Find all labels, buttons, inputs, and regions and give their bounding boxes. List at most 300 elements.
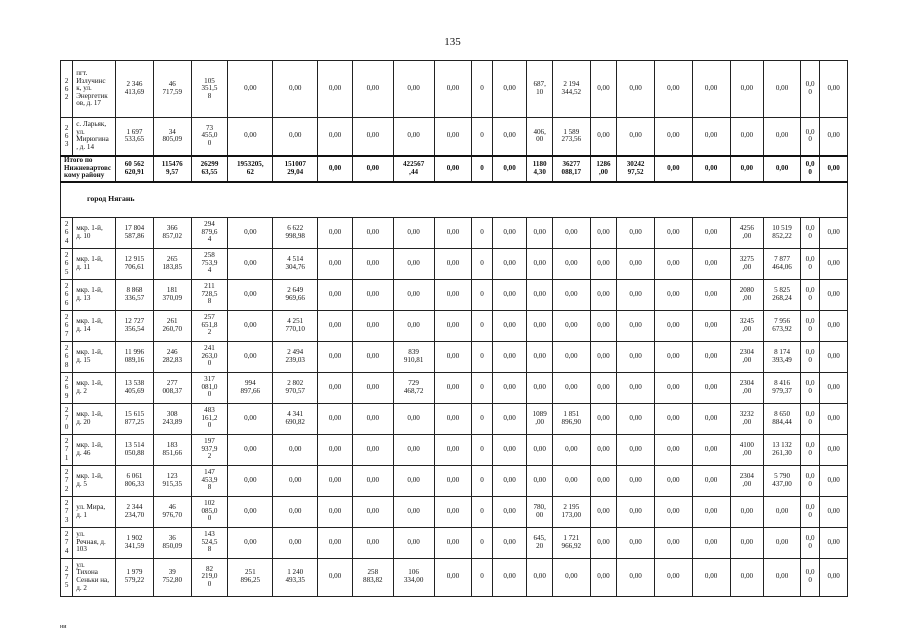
value-cell: 0,0 0 <box>800 248 819 279</box>
value-cell: 0 <box>472 496 492 527</box>
value-cell: 0,00 <box>590 217 617 248</box>
value-cell: 147 453,9 8 <box>191 465 228 496</box>
value-cell: 106 334,00 <box>393 558 434 596</box>
value-cell: 0,00 <box>434 527 472 558</box>
value-cell: 0,00 <box>228 217 273 248</box>
value-cell: 0,00 <box>820 403 848 434</box>
value-cell: 0,00 <box>654 434 692 465</box>
value-cell: 0,00 <box>730 496 764 527</box>
total-value: 1286 ,00 <box>590 156 617 182</box>
value-cell: 0,00 <box>654 217 692 248</box>
value-cell: 0,00 <box>393 434 434 465</box>
value-cell: 1 979 579,22 <box>116 558 154 596</box>
row-index: 2 7 3 <box>61 496 73 527</box>
row-index: 2 7 0 <box>61 403 73 434</box>
value-cell: 0,00 <box>228 403 273 434</box>
value-cell: 0,00 <box>527 217 553 248</box>
table-row <box>61 61 848 118</box>
value-cell: 0 <box>472 341 492 372</box>
value-cell: 6 622 998,98 <box>273 217 318 248</box>
address-cell: мкр. 1-й, д. 13 <box>73 279 116 310</box>
value-cell: 0,00 <box>352 372 393 403</box>
total-value: 0,00 <box>764 156 801 182</box>
value-cell: 0,00 <box>393 61 434 118</box>
value-cell: 0,00 <box>617 527 655 558</box>
table-row <box>61 527 848 558</box>
value-cell: 0,0 0 <box>800 279 819 310</box>
value-cell: 0,00 <box>492 558 527 596</box>
value-cell: 0 <box>472 527 492 558</box>
value-cell: 0,00 <box>590 465 617 496</box>
value-cell: 258 753,9 4 <box>191 248 228 279</box>
value-cell: 0,00 <box>228 496 273 527</box>
value-cell: 0,00 <box>492 248 527 279</box>
value-cell: 0,00 <box>654 279 692 310</box>
value-cell: 7 877 464,06 <box>764 248 801 279</box>
value-cell: 2 194 344,52 <box>552 61 590 118</box>
value-cell: 0 <box>472 372 492 403</box>
value-cell: 8 174 393,49 <box>764 341 801 372</box>
value-cell: 0,00 <box>492 341 527 372</box>
value-cell: 0,00 <box>352 434 393 465</box>
table-row <box>61 372 848 403</box>
value-cell: 0 <box>472 279 492 310</box>
value-cell: 0,00 <box>393 217 434 248</box>
value-cell: 258 883,82 <box>352 558 393 596</box>
value-cell: 0,00 <box>590 279 617 310</box>
value-cell: 1 902 341,59 <box>116 527 154 558</box>
value-cell: 0,00 <box>654 248 692 279</box>
value-cell: 0,00 <box>434 248 472 279</box>
table-row <box>61 341 848 372</box>
value-cell: 261 260,70 <box>153 310 191 341</box>
value-cell: 73 455,0 0 <box>191 118 228 156</box>
value-cell: 0,00 <box>318 496 353 527</box>
value-cell: 0,00 <box>492 434 527 465</box>
value-cell: 0,00 <box>617 310 655 341</box>
value-cell: 406, 00 <box>527 118 553 156</box>
value-cell: 0,00 <box>590 248 617 279</box>
value-cell: 0,00 <box>617 248 655 279</box>
value-cell: 0,0 0 <box>800 403 819 434</box>
value-cell: 0 <box>472 118 492 156</box>
value-cell: 0,00 <box>393 310 434 341</box>
value-cell: 0,00 <box>692 527 730 558</box>
value-cell: 780, 00 <box>527 496 553 527</box>
address-cell: ул. Тихона Сеньки на, д. 2 <box>73 558 116 596</box>
address-cell: мкр. 1-й, д. 14 <box>73 310 116 341</box>
value-cell: 0 <box>472 248 492 279</box>
value-cell: 0,00 <box>434 465 472 496</box>
value-cell: 0,00 <box>318 61 353 118</box>
value-cell: 241 263,0 0 <box>191 341 228 372</box>
value-cell: 0,00 <box>492 279 527 310</box>
value-cell: 0,00 <box>692 434 730 465</box>
address-cell: мкр. 1-й, д. 15 <box>73 341 116 372</box>
value-cell: 729 468,72 <box>393 372 434 403</box>
value-cell: 483 161,2 0 <box>191 403 228 434</box>
value-cell: 0 <box>472 558 492 596</box>
value-cell: 0,00 <box>434 341 472 372</box>
table-row <box>61 496 848 527</box>
value-cell: 0,0 0 <box>800 310 819 341</box>
value-cell: 0,00 <box>590 434 617 465</box>
value-cell: 2 494 239,03 <box>273 341 318 372</box>
value-cell: 0,00 <box>654 310 692 341</box>
row-index: 2 6 3 <box>61 118 73 156</box>
value-cell: 839 910,81 <box>393 341 434 372</box>
total-value: 0,00 <box>654 156 692 182</box>
city-section-row <box>61 182 848 218</box>
value-cell: 0,00 <box>228 527 273 558</box>
value-cell: 0,00 <box>820 61 848 118</box>
value-cell: 0,00 <box>492 118 527 156</box>
value-cell: 0,00 <box>820 558 848 596</box>
value-cell: 0,00 <box>730 118 764 156</box>
value-cell: 0,00 <box>820 527 848 558</box>
total-value: 0,00 <box>352 156 393 182</box>
value-cell: 0,00 <box>318 118 353 156</box>
value-cell: 0,00 <box>393 248 434 279</box>
value-cell: 0,00 <box>393 465 434 496</box>
value-cell: 46 976,70 <box>153 496 191 527</box>
value-cell: 0,00 <box>318 217 353 248</box>
total-value: 0,0 0 <box>800 156 819 182</box>
value-cell: 0,00 <box>692 403 730 434</box>
address-cell: мкр. 1-й, д. 20 <box>73 403 116 434</box>
value-cell: 2 649 969,66 <box>273 279 318 310</box>
value-cell: 0,00 <box>393 496 434 527</box>
total-value: 36277 088,17 <box>552 156 590 182</box>
address-cell: мкр. 1-й, д. 2 <box>73 372 116 403</box>
value-cell: 0 <box>472 465 492 496</box>
value-cell: 8 650 884,44 <box>764 403 801 434</box>
value-cell: 0,00 <box>352 118 393 156</box>
value-cell: 4 341 690,82 <box>273 403 318 434</box>
value-cell: 6 061 806,33 <box>116 465 154 496</box>
value-cell: 0,00 <box>590 341 617 372</box>
value-cell: 0,0 0 <box>800 118 819 156</box>
value-cell: 0,00 <box>393 118 434 156</box>
row-index: 2 6 4 <box>61 217 73 248</box>
address-cell: мкр. 1-й, д. 46 <box>73 434 116 465</box>
value-cell: 0,00 <box>692 217 730 248</box>
value-cell: 0,00 <box>820 217 848 248</box>
total-value: 0 <box>472 156 492 182</box>
value-cell: 0,00 <box>228 310 273 341</box>
value-cell: 183 851,66 <box>153 434 191 465</box>
row-index: 2 6 7 <box>61 310 73 341</box>
value-cell: 0,00 <box>527 310 553 341</box>
total-value: 0,00 <box>730 156 764 182</box>
value-cell: 1 721 966,92 <box>552 527 590 558</box>
value-cell: 0,00 <box>352 527 393 558</box>
value-cell: 0,00 <box>434 118 472 156</box>
value-cell: 0,00 <box>654 372 692 403</box>
address-cell: пгт. Излучинс к, ул. Энергетик ов, д. 17 <box>73 61 116 118</box>
row-index: 2 6 8 <box>61 341 73 372</box>
value-cell: 2 195 173,00 <box>552 496 590 527</box>
value-cell: 0,00 <box>552 279 590 310</box>
value-cell: 0,00 <box>590 496 617 527</box>
total-value: 0,00 <box>820 156 848 182</box>
value-cell: 0,00 <box>527 248 553 279</box>
value-cell: 0 <box>472 403 492 434</box>
value-cell: 0,00 <box>434 310 472 341</box>
value-cell: 0,00 <box>492 496 527 527</box>
value-cell: 294 879,6 4 <box>191 217 228 248</box>
value-cell: 0,00 <box>352 217 393 248</box>
value-cell: 0,00 <box>527 434 553 465</box>
total-value: 1180 4,30 <box>527 156 553 182</box>
value-cell: 0,00 <box>318 527 353 558</box>
city-header: город Нягань <box>61 182 848 218</box>
address-cell: ул. Речная, д. 103 <box>73 527 116 558</box>
value-cell: 0,00 <box>434 61 472 118</box>
value-cell: 1 697 533,65 <box>116 118 154 156</box>
value-cell: 0,00 <box>492 372 527 403</box>
total-value: 151007 29,04 <box>273 156 318 182</box>
value-cell: 2 346 413,69 <box>116 61 154 118</box>
value-cell: 0,00 <box>692 372 730 403</box>
value-cell: 0,00 <box>617 279 655 310</box>
value-cell: 0,00 <box>692 118 730 156</box>
value-cell: 0,00 <box>492 403 527 434</box>
value-cell: 0,00 <box>352 61 393 118</box>
value-cell: 0,00 <box>654 527 692 558</box>
total-value: 0,00 <box>434 156 472 182</box>
value-cell: 0,00 <box>352 248 393 279</box>
value-cell: 0,00 <box>552 465 590 496</box>
value-cell: 0,00 <box>527 279 553 310</box>
total-row <box>61 156 848 182</box>
value-cell: 0,00 <box>434 434 472 465</box>
value-cell: 0,00 <box>492 465 527 496</box>
value-cell: 0,00 <box>617 118 655 156</box>
value-cell: 687, 10 <box>527 61 553 118</box>
row-index: 2 7 4 <box>61 527 73 558</box>
value-cell: 0,00 <box>352 465 393 496</box>
value-cell: 1 589 273,56 <box>552 118 590 156</box>
value-cell: 4 251 770,10 <box>273 310 318 341</box>
value-cell: 0,00 <box>617 61 655 118</box>
value-cell: 0,00 <box>590 372 617 403</box>
value-cell: 13 132 261,30 <box>764 434 801 465</box>
row-index: 2 7 5 <box>61 558 73 596</box>
value-cell: 0,00 <box>552 434 590 465</box>
value-cell: 0,00 <box>617 434 655 465</box>
value-cell: 0,00 <box>273 465 318 496</box>
table-row <box>61 465 848 496</box>
value-cell: 0,00 <box>552 558 590 596</box>
value-cell: 0,00 <box>492 217 527 248</box>
value-cell: 0,00 <box>228 61 273 118</box>
value-cell: 0,00 <box>692 61 730 118</box>
value-cell: 0,00 <box>654 465 692 496</box>
value-cell: 0,00 <box>318 403 353 434</box>
value-cell: 82 219,0 0 <box>191 558 228 596</box>
value-cell: 8 416 979,37 <box>764 372 801 403</box>
value-cell: 1089 ,00 <box>527 403 553 434</box>
value-cell: 0,00 <box>318 465 353 496</box>
value-cell: 12 915 706,61 <box>116 248 154 279</box>
value-cell: 0,00 <box>692 279 730 310</box>
value-cell: 34 805,09 <box>153 118 191 156</box>
value-cell: 0,00 <box>228 465 273 496</box>
value-cell: 0,00 <box>730 527 764 558</box>
value-cell: 39 752,80 <box>153 558 191 596</box>
value-cell: 3232 ,00 <box>730 403 764 434</box>
value-cell: 0,0 0 <box>800 527 819 558</box>
value-cell: 0,0 0 <box>800 341 819 372</box>
value-cell: 0,00 <box>764 496 801 527</box>
value-cell: 5 790 437,00 <box>764 465 801 496</box>
value-cell: 0,00 <box>352 496 393 527</box>
value-cell: 0,00 <box>318 558 353 596</box>
housing-register-table <box>60 60 848 597</box>
table-row <box>61 118 848 156</box>
value-cell: 0 <box>472 310 492 341</box>
value-cell: 211 728,5 8 <box>191 279 228 310</box>
value-cell: 366 857,02 <box>153 217 191 248</box>
value-cell: 143 524,5 8 <box>191 527 228 558</box>
value-cell: 0,00 <box>273 434 318 465</box>
value-cell: 645, 20 <box>527 527 553 558</box>
row-index: 2 7 2 <box>61 465 73 496</box>
value-cell: 105 351,5 8 <box>191 61 228 118</box>
value-cell: 0,00 <box>318 279 353 310</box>
value-cell: 0,00 <box>590 61 617 118</box>
value-cell: 0,00 <box>692 558 730 596</box>
value-cell: 0,00 <box>820 372 848 403</box>
total-value: 1953205, 62 <box>228 156 273 182</box>
value-cell: 0,00 <box>617 372 655 403</box>
value-cell: 0,00 <box>617 217 655 248</box>
total-value: 30242 97,52 <box>617 156 655 182</box>
value-cell: 0,00 <box>692 310 730 341</box>
value-cell: 36 850,09 <box>153 527 191 558</box>
value-cell: 46 717,59 <box>153 61 191 118</box>
page-number: 135 <box>444 36 461 48</box>
value-cell: 0,00 <box>527 465 553 496</box>
table-row <box>61 217 848 248</box>
value-cell: 317 081,0 0 <box>191 372 228 403</box>
value-cell: 0 <box>472 61 492 118</box>
value-cell: 0,0 0 <box>800 496 819 527</box>
address-cell: с. Ларьяк, ул. Мирюгина , д. 14 <box>73 118 116 156</box>
value-cell: 7 956 673,92 <box>764 310 801 341</box>
value-cell: 0,00 <box>352 403 393 434</box>
value-cell: 0,00 <box>764 118 801 156</box>
value-cell: 0,00 <box>273 527 318 558</box>
value-cell: 0,00 <box>492 527 527 558</box>
value-cell: 0,00 <box>273 496 318 527</box>
value-cell: 308 243,89 <box>153 403 191 434</box>
value-cell: 0,00 <box>654 341 692 372</box>
value-cell: 0,00 <box>820 310 848 341</box>
value-cell: 123 915,35 <box>153 465 191 496</box>
total-value: 0,00 <box>318 156 353 182</box>
value-cell: 197 937,9 2 <box>191 434 228 465</box>
value-cell: 0,00 <box>228 279 273 310</box>
value-cell: 4256 ,00 <box>730 217 764 248</box>
value-cell: 0,00 <box>730 61 764 118</box>
value-cell: 0,00 <box>820 465 848 496</box>
value-cell: 0,00 <box>820 279 848 310</box>
address-cell: мкр. 1-й, д. 10 <box>73 217 116 248</box>
table-row <box>61 279 848 310</box>
value-cell: 0,00 <box>318 248 353 279</box>
value-cell: 0,00 <box>820 341 848 372</box>
total-value: 115476 9,57 <box>153 156 191 182</box>
value-cell: 0,00 <box>654 118 692 156</box>
value-cell: 3275 ,00 <box>730 248 764 279</box>
value-cell: 0,00 <box>318 434 353 465</box>
value-cell: 0,00 <box>273 118 318 156</box>
value-cell: 0,00 <box>730 558 764 596</box>
value-cell: 0,00 <box>434 558 472 596</box>
value-cell: 0,00 <box>654 496 692 527</box>
row-index: 2 6 9 <box>61 372 73 403</box>
value-cell: 0,00 <box>393 403 434 434</box>
value-cell: 0,00 <box>654 403 692 434</box>
value-cell: 0,00 <box>492 310 527 341</box>
value-cell: 0,00 <box>434 496 472 527</box>
value-cell: 0,0 0 <box>800 434 819 465</box>
value-cell: 0,00 <box>552 217 590 248</box>
value-cell: 0,00 <box>764 61 801 118</box>
total-value: 0,00 <box>692 156 730 182</box>
value-cell: 0,00 <box>492 61 527 118</box>
value-cell: 102 085,0 0 <box>191 496 228 527</box>
value-cell: 0,00 <box>434 403 472 434</box>
value-cell: 0,00 <box>552 341 590 372</box>
value-cell: 0,00 <box>617 465 655 496</box>
address-cell: мкр. 1-й, д. 5 <box>73 465 116 496</box>
address-cell: ул. Мира, д. 1 <box>73 496 116 527</box>
value-cell: 181 370,09 <box>153 279 191 310</box>
value-cell: 0,00 <box>617 496 655 527</box>
value-cell: 0,00 <box>617 558 655 596</box>
value-cell: 0,0 0 <box>800 217 819 248</box>
total-value: 60 562 620,91 <box>116 156 154 182</box>
value-cell: 0,00 <box>820 434 848 465</box>
value-cell: 0,00 <box>228 118 273 156</box>
value-cell: 2 344 234,70 <box>116 496 154 527</box>
row-index: 2 6 2 <box>61 61 73 118</box>
value-cell: 0,00 <box>590 118 617 156</box>
value-cell: 0,00 <box>617 403 655 434</box>
value-cell: 17 804 587,86 <box>116 217 154 248</box>
table-row <box>61 558 848 596</box>
value-cell: 5 825 268,24 <box>764 279 801 310</box>
value-cell: 0,00 <box>434 279 472 310</box>
value-cell: 2 802 970,57 <box>273 372 318 403</box>
value-cell: 11 996 089,16 <box>116 341 154 372</box>
row-index: 2 6 5 <box>61 248 73 279</box>
value-cell: 0,00 <box>434 217 472 248</box>
value-cell: 0,00 <box>318 341 353 372</box>
value-cell: 0,00 <box>692 248 730 279</box>
value-cell: 4 514 304,76 <box>273 248 318 279</box>
value-cell: 0,0 0 <box>800 372 819 403</box>
value-cell: 1 851 896,90 <box>552 403 590 434</box>
row-index: 2 6 6 <box>61 279 73 310</box>
table-row <box>61 434 848 465</box>
value-cell: 251 896,25 <box>228 558 273 596</box>
value-cell: 0,00 <box>527 341 553 372</box>
value-cell: 0,00 <box>552 248 590 279</box>
